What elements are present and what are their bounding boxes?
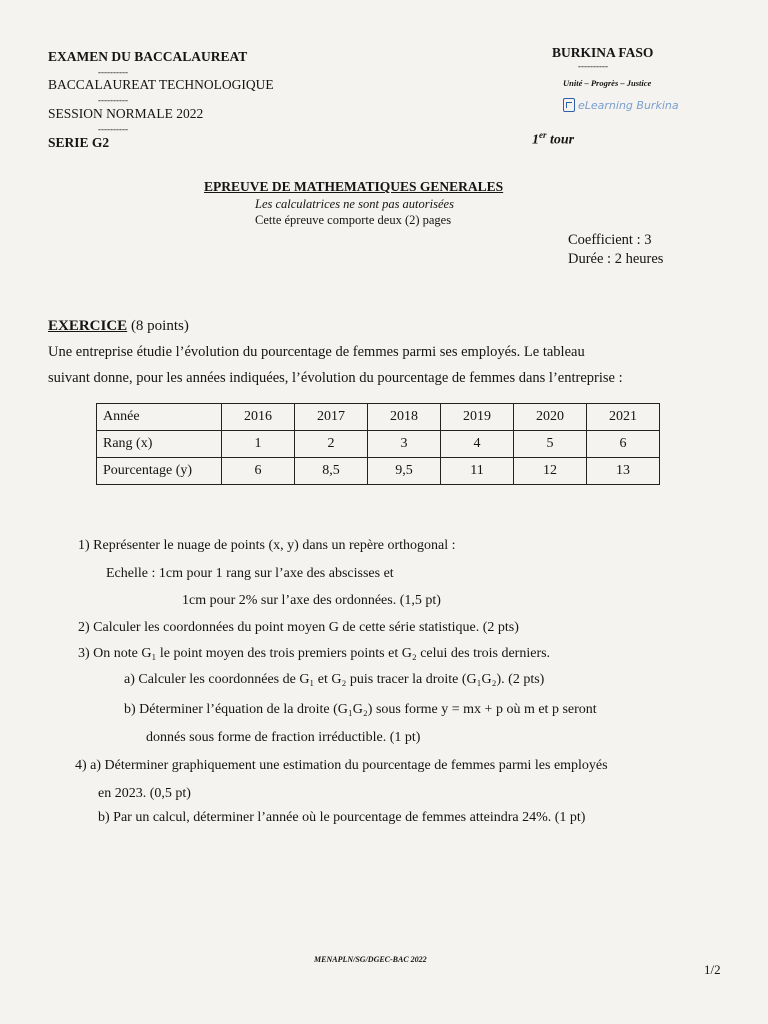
session: SESSION NORMALE 2022 bbox=[48, 106, 204, 121]
table-row bbox=[97, 404, 660, 431]
table-cell: 11 bbox=[441, 458, 514, 485]
exercise-heading bbox=[48, 318, 189, 335]
footer-reference: MENAPLN/SG/DGEC-BAC 2022 bbox=[314, 955, 427, 964]
tour-word: tour bbox=[550, 132, 575, 148]
table-cell: 6 bbox=[222, 458, 295, 485]
table-row bbox=[97, 458, 660, 485]
question-3: 3) On note G₁ le point moyen des trois premiers points et G₂ celui des trois derniers. bbox=[78, 646, 551, 661]
table-cell: 2021 bbox=[587, 404, 660, 431]
question-4b: b) Par un calcul, déterminer l’année où le pourcentage de femmes atteindra 24%. (1 pt) bbox=[98, 810, 586, 825]
tour-superscript: er bbox=[539, 130, 547, 140]
table-cell: 9,5 bbox=[368, 458, 441, 485]
separator: ---------- bbox=[98, 124, 128, 134]
data-table bbox=[96, 403, 660, 485]
question-1: 1) Représenter le nuage de points (x, y) dans un repère orthogonal : bbox=[78, 538, 456, 553]
exercise-points: (8 points) bbox=[130, 318, 189, 334]
question-3b-continued: donnés sous forme de fraction irréductible. (1 pt) bbox=[146, 730, 421, 745]
table-cell: 12 bbox=[514, 458, 587, 485]
question-1-scale-y: 1cm pour 2% sur l’axe des ordonnées. (1,5 pt) bbox=[182, 593, 441, 608]
watermark-text: eLearning Burkina bbox=[578, 98, 679, 112]
row-header-rank: Rang (x) bbox=[97, 431, 222, 458]
duration: Durée : 2 heures bbox=[568, 251, 664, 267]
country: BURKINA FASO bbox=[552, 45, 654, 60]
tour-label bbox=[532, 130, 574, 149]
table-cell: 13 bbox=[587, 458, 660, 485]
table-cell: 2 bbox=[295, 431, 368, 458]
table-cell: 1 bbox=[222, 431, 295, 458]
watermark-logo bbox=[563, 98, 679, 112]
question-1-scale-x: Echelle : 1cm pour 1 rang sur l’axe des abscisses et bbox=[106, 566, 394, 581]
question-2: 2) Calculer les coordonnées du point moyen G de cette série statistique. (2 pts) bbox=[78, 620, 519, 635]
exercise-title: EXERCICE bbox=[48, 318, 128, 334]
elearning-logo-icon bbox=[563, 98, 575, 112]
separator: ---------- bbox=[98, 95, 128, 105]
question-3b: b) Déterminer l’équation de la droite (G₁G₂) sous forme y = mx + p où m et p seront bbox=[124, 702, 597, 717]
pages-note: Cette épreuve comporte deux (2) pages bbox=[255, 213, 452, 227]
table-cell: 4 bbox=[441, 431, 514, 458]
table-cell: 2016 bbox=[222, 404, 295, 431]
table-cell: 2020 bbox=[514, 404, 587, 431]
table-cell: 2019 bbox=[441, 404, 514, 431]
exam-title: EPREUVE DE MATHEMATIQUES GENERALES bbox=[204, 179, 504, 194]
table-cell: 8,5 bbox=[295, 458, 368, 485]
table-cell: 2018 bbox=[368, 404, 441, 431]
page-number: 1/2 bbox=[704, 962, 721, 977]
question-3a: a) Calculer les coordonnées de G₁ et G₂ puis tracer la droite (G₁G₂). (2 pts) bbox=[124, 672, 545, 687]
separator: ---------- bbox=[578, 61, 608, 71]
coefficient: Coefficient : 3 bbox=[568, 232, 652, 248]
bac-type: BACCALAUREAT TECHNOLOGIQUE bbox=[48, 77, 274, 92]
table-cell: 3 bbox=[368, 431, 441, 458]
question-4a-continued: en 2023. (0,5 pt) bbox=[98, 786, 191, 801]
table-cell: 5 bbox=[514, 431, 587, 458]
tour-number: 1 bbox=[532, 132, 539, 148]
intro-line-2: suivant donne, pour les années indiquées, l’évolution du pourcentage de femmes dans l’entreprise : bbox=[48, 370, 623, 386]
separator: ---------- bbox=[98, 67, 128, 77]
intro-line-1: Une entreprise étudie l’évolution du pourcentage de femmes parmi ses employés. Le tableau bbox=[48, 344, 585, 360]
national-motto: Unité – Progrès – Justice bbox=[563, 78, 652, 88]
table-row bbox=[97, 431, 660, 458]
row-header-year: Année bbox=[97, 404, 222, 431]
table-cell: 6 bbox=[587, 431, 660, 458]
question-4a: 4) a) Déterminer graphiquement une estimation du pourcentage de femmes parmi les employés bbox=[75, 758, 608, 773]
calculator-note: Les calculatrices ne sont pas autorisées bbox=[255, 197, 454, 211]
row-header-percentage: Pourcentage (y) bbox=[97, 458, 222, 485]
exam-type: EXAMEN DU BACCALAUREAT bbox=[48, 49, 248, 64]
series: SERIE G2 bbox=[48, 135, 110, 150]
table-cell: 2017 bbox=[295, 404, 368, 431]
